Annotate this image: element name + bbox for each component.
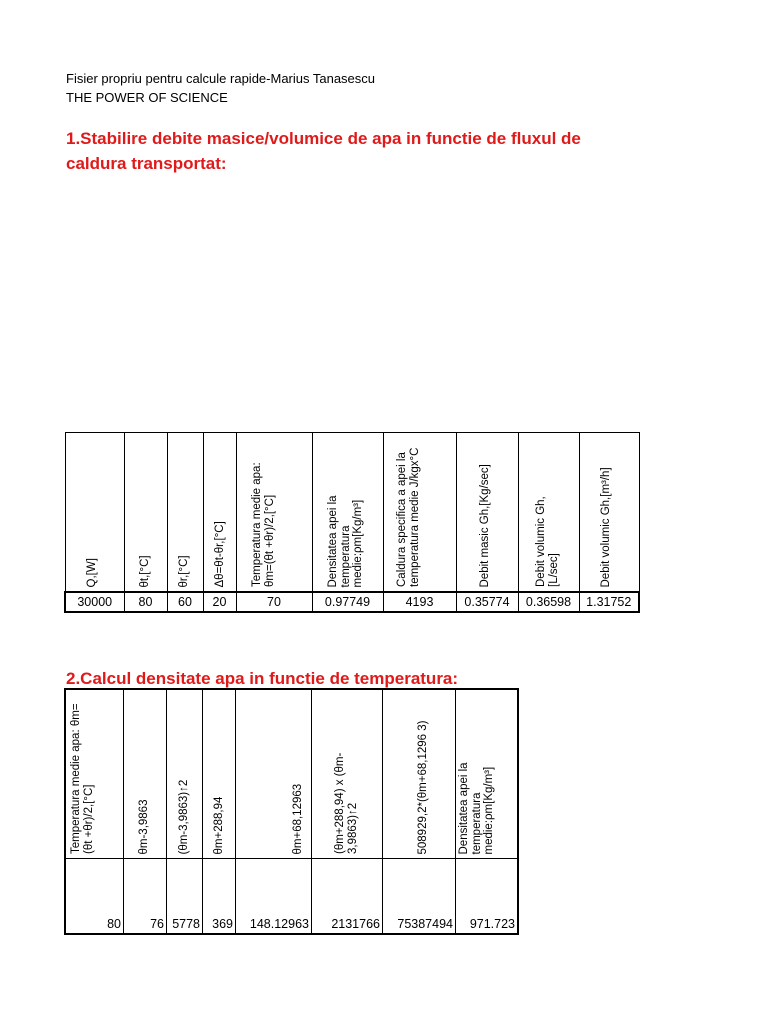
- cell-value: 75387494: [383, 859, 456, 935]
- cell-value: 5778: [167, 859, 203, 935]
- col-header: Densitatea apei la temperatura medie:ρm[Kg/m³]: [458, 761, 495, 854]
- density-table: [64, 688, 519, 935]
- col-header: Densitatea apei la temperatura medie:ρm[Kg/m³]: [326, 494, 364, 587]
- cell-value: 80: [124, 592, 167, 612]
- col-header: θt,[°C]: [138, 554, 151, 587]
- doc-tagline: THE POWER OF SCIENCE: [66, 90, 228, 105]
- cell-value: 30000: [65, 592, 124, 612]
- flow-table-header-row: [65, 433, 639, 593]
- section2-title: 2.Calcul densitate apa in functie de temperatura:: [66, 669, 459, 688]
- cell-value: 0.36598: [518, 592, 579, 612]
- cell-value: 971.723: [456, 859, 519, 935]
- cell-value: 369: [203, 859, 236, 935]
- cell-value: 20: [203, 592, 236, 612]
- col-header: Debit volumic Gh,[L/sec]: [534, 496, 559, 587]
- col-header: θm+68,12963: [292, 783, 304, 854]
- col-header: Caldura specifica a apei la temperatura medie J/kgx°C: [395, 447, 420, 587]
- col-header: Δθ=θt-θr,[°C]: [213, 520, 226, 587]
- cell-value: 0.35774: [456, 592, 518, 612]
- flow-table-value-row: [65, 592, 639, 612]
- col-header: θr,[°C]: [177, 554, 190, 587]
- flow-table: [64, 432, 640, 613]
- col-header: Temperatura medie apa: θm=(θt +θr)/2,[°C]: [70, 703, 95, 854]
- col-header: θm+288,94: [213, 796, 225, 854]
- cell-value: 1.31752: [579, 592, 639, 612]
- doc-author-line: Fisier propriu pentru calcule rapide-Marius Tanasescu: [66, 71, 376, 86]
- col-header: Q,[W]: [85, 557, 98, 587]
- col-header: (θm-3,9863)↑2: [178, 779, 190, 854]
- cell-value: 4193: [383, 592, 456, 612]
- cell-value: 0.97749: [312, 592, 383, 612]
- col-header: Debit masic Gh,[Kg/sec]: [478, 463, 491, 587]
- col-header: Temperatura medie apa: θm=(θt +θr)/2,[°C]: [250, 462, 275, 587]
- col-header: θm-3,9863: [138, 799, 150, 854]
- density-table-header-row: [65, 689, 518, 859]
- cell-value: 70: [236, 592, 312, 612]
- cell-value: 60: [167, 592, 203, 612]
- cell-value: 148.12963: [236, 859, 312, 935]
- density-table-value-row: [65, 859, 518, 935]
- col-header: 508929,2*(θm+68,1296 3): [417, 720, 429, 854]
- section1-title: 1.Stabilire debite masice/volumice de apa in functie de fluxul de caldura transportat:: [66, 129, 581, 173]
- col-header: (θm+288,94) x (θm-3,9863)↑2: [334, 752, 359, 854]
- cell-value: 80: [65, 859, 124, 935]
- cell-value: 76: [124, 859, 167, 935]
- col-header: Debit volumic Gh,[m³/h]: [599, 466, 612, 587]
- cell-value: 2131766: [312, 859, 383, 935]
